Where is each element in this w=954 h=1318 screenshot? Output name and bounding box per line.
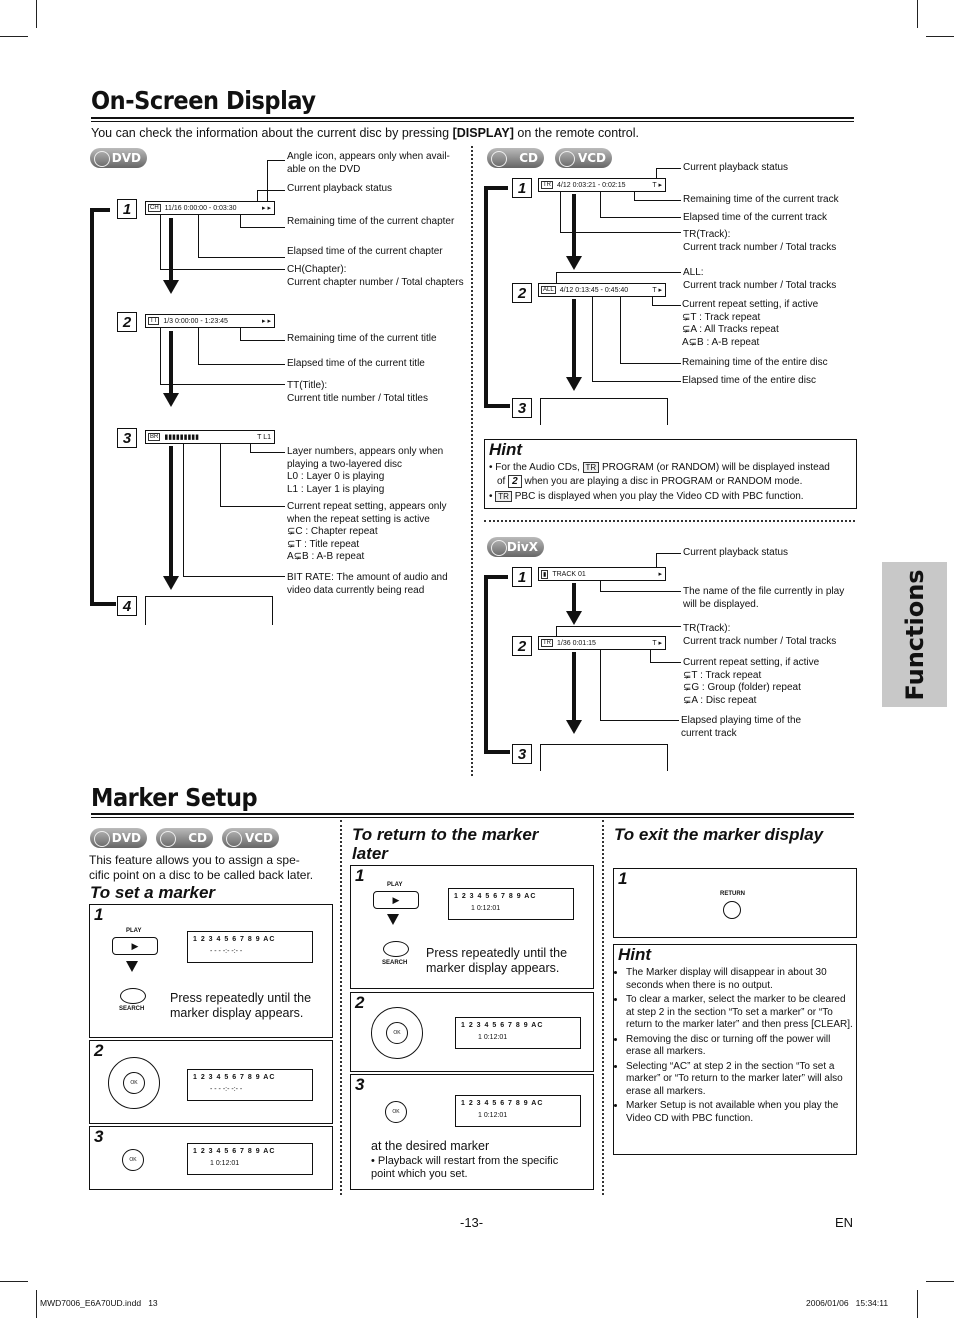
dvd-return-line (90, 602, 116, 606)
cd-badge: CD (487, 148, 544, 168)
set-step1-box: 1 PLAY ▶ SEARCH 1 2 3 4 5 6 7 8 9 AC - - - -:- -:- - Press repeatedly until the marker display appears. (89, 904, 333, 1038)
dvd-return-line (90, 208, 94, 606)
cd-return-line (484, 186, 488, 408)
hint-line-3: • TR PBC is displayed when you play the Video CD with PBC function. (489, 491, 804, 502)
divx-arrow-head (566, 611, 582, 625)
vcd-badge: VCD (222, 828, 279, 848)
leader (198, 215, 199, 257)
cd-label-status: Current playback status (683, 162, 789, 173)
leader (650, 650, 651, 662)
crop-mark (917, 1290, 918, 1318)
cd-return-line (484, 186, 508, 190)
dvd-badge: DVD (90, 828, 147, 848)
leader (592, 297, 593, 381)
leader (240, 215, 241, 227)
return-step1-box: 1 PLAY ▶ SEARCH 1 2 3 4 5 6 7 8 9 AC 1 0:12:01 Press repeatedly until the marker display appears. (350, 865, 594, 989)
dvd-arrow-head (163, 393, 179, 407)
return-marker-heading: To return to the marker later (352, 825, 539, 863)
dvd-label-layer: Layer numbers, appears only when playing a two-layered disc L0 : Layer 0 is playing L1 : Layer 1 is playing (287, 446, 444, 495)
divx-return-line (484, 750, 510, 754)
divx-screen (540, 744, 668, 771)
leader (556, 272, 681, 273)
divx-arrow-shaft (572, 583, 576, 611)
crop-mark (0, 1281, 28, 1282)
leader (652, 297, 653, 305)
marker-hint-list: • The Marker display will disappear in about 30 seconds when there is no output. • To clear a marker, select the marker to be cleared at step 2 in the section “To set a marker” or “To return to the marker later” and then press [CLEAR]. • Removing the disc or turning off the power will erase all markers. • Selecting “AC” at step 2 in the section “To set a marker” or “To return to the marker later” will also erase all markers. • Marker Setup is not available when you play the Video CD with PBC function. (616, 967, 854, 1127)
ok-button[interactable]: OK (123, 1072, 145, 1094)
leader (556, 626, 681, 627)
crop-mark (36, 1290, 37, 1318)
marker-display: 1 2 3 4 5 6 7 8 9 AC - - - -:- -:- - (187, 931, 313, 963)
dvd-arrow-shaft (169, 218, 173, 280)
dvd-label-bitrate: BIT RATE: The amount of audio and video data currently being read (287, 572, 448, 596)
leader (198, 257, 285, 258)
marker-divider (340, 820, 342, 1195)
leader (240, 340, 285, 341)
cd-badge: CD (156, 828, 213, 848)
press-text: Press repeatedly until the marker display appears. (170, 991, 312, 1020)
column-divider (471, 146, 473, 776)
cd-arrow-shaft (572, 194, 576, 256)
cd-arrow-shaft (572, 299, 576, 377)
divx-label-elapsed: Elapsed playing time of the current track (681, 715, 802, 739)
search-button[interactable] (383, 941, 409, 957)
leader (600, 591, 681, 592)
cd-label-rem-track: Remaining time of the current track (683, 194, 839, 205)
dvd-arrow-head (163, 280, 179, 294)
cd-label-all: ALL: Current track number / Total tracks (683, 267, 837, 291)
step-1: 1 (512, 567, 532, 587)
play-button[interactable]: ▶ (373, 891, 419, 909)
leader (600, 581, 601, 591)
marker-display: 1 2 3 4 5 6 7 8 9 AC 1 0:12:01 (455, 1095, 581, 1127)
marker-description: This feature allows you to assign a spe- cific point on a disc to be called back later. (89, 853, 314, 882)
divx-arrow-head (566, 720, 582, 734)
cd-label-repeat: Current repeat setting, if active ⊊T : Track repeat ⊊A : All Tracks repeat A⊊B : A-B repeat (682, 299, 819, 348)
leader (183, 444, 184, 576)
leader (592, 381, 681, 382)
marker-divider (602, 820, 604, 1195)
dvd-return-line (90, 208, 110, 212)
return-step3-box: 3 OK 1 2 3 4 5 6 7 8 9 AC 1 0:12:01 at the desired marker • Playback will restart from the specific point which you set. (350, 1074, 594, 1190)
divx-return-line (484, 575, 508, 579)
leader (198, 328, 199, 364)
cd-arrow-head (566, 377, 582, 391)
divx-label-filename: The name of the file currently in play will be displayed. (683, 586, 845, 610)
divx-return-line (484, 575, 488, 754)
leader (160, 328, 161, 384)
vcd-badge: VCD (555, 148, 612, 168)
leader (650, 662, 681, 663)
step-2: 2 (117, 312, 137, 332)
search-button[interactable] (120, 988, 146, 1004)
restart-note: • Playback will restart from the specific point which you set. (371, 1155, 559, 1180)
ok-button[interactable]: OK (386, 1022, 408, 1044)
leader (160, 215, 161, 269)
dvd-label-rem-chapter: Remaining time of the current chapter (287, 216, 455, 227)
leader (656, 553, 681, 554)
cd-return-line (484, 404, 510, 408)
hint-title: Hint (489, 440, 523, 459)
at-marker-text: at the desired marker (371, 1139, 490, 1153)
dvd-badge: DVD (90, 148, 147, 168)
ok-button[interactable]: OK (122, 1149, 144, 1171)
return-button[interactable] (723, 901, 741, 919)
leader (652, 305, 681, 306)
crop-mark (926, 1281, 954, 1282)
osd-hint-box (484, 439, 857, 509)
dvd-label-tt: TT(Title): Current title number / Total titles (287, 380, 428, 404)
leader (198, 364, 285, 365)
divx-label-tr: TR(Track): Current track number / Total tracks (683, 623, 837, 647)
cd-osd-2: ALL 4/12 0:13:45 - 0:45:40 T ▸ (538, 283, 666, 297)
step-4: 4 (117, 596, 137, 616)
leader (656, 553, 657, 567)
leader (240, 328, 241, 340)
leader (267, 160, 285, 161)
step-3: 3 (512, 744, 532, 764)
press-text: Press repeatedly until the marker display appears. (426, 946, 568, 975)
step-2: 2 (512, 636, 532, 656)
leader (634, 192, 635, 200)
dvd-label-angle: Angle icon, appears only when avail- able on the DVD (287, 151, 450, 175)
ok-button[interactable]: OK (385, 1101, 407, 1123)
step-1: 1 (512, 178, 532, 198)
crop-mark (36, 0, 37, 28)
leader (250, 452, 285, 453)
leader (560, 232, 681, 233)
leader (240, 227, 285, 228)
hint-line-1: • For the Audio CDs, TR PROGRAM (or RANDOM) will be displayed instead (489, 462, 830, 473)
cd-label-tr: TR(Track): Current track number / Total tracks (683, 229, 837, 253)
dvd-label-el-title: Elapsed time of the current title (287, 358, 425, 369)
step-arrow (126, 961, 138, 972)
leader (560, 192, 561, 232)
cd-label-rem-disc: Remaining time of the entire disc (682, 357, 828, 368)
hint-dotted-divider (484, 520, 855, 522)
osd-title: On-Screen Display (91, 86, 316, 115)
set-marker-heading: To set a marker (90, 883, 216, 902)
page-number: -13- (460, 1215, 484, 1230)
leader (600, 217, 681, 218)
leader (656, 168, 657, 178)
divx-arrow-shaft (572, 652, 576, 720)
leader (556, 626, 557, 636)
dvd-osd-2: TT 1/3 0:00:00 - 1:23:45 ▸ ▸ (145, 314, 275, 328)
leader (600, 650, 601, 720)
return-step2-box: 2 OK 1 2 3 4 5 6 7 8 9 AC 1 0:12:01 (350, 992, 594, 1072)
step-arrow (387, 914, 399, 925)
marker-display: 1 2 3 4 5 6 7 8 9 AC 1 0:12:01 (455, 1017, 581, 1049)
exit-step1-box: 1 RETURN (613, 868, 857, 938)
dvd-osd-3: BR ▮▮▮▮▮▮▮▮▮ T L1 (145, 430, 275, 444)
crop-mark (0, 36, 28, 37)
step-3: 3 (512, 398, 532, 418)
leader (160, 269, 285, 270)
divx-label-repeat: Current repeat setting, if active ⊊T : Track repeat ⊊G : Group (folder) repeat ⊊A : Disc repeat (683, 657, 820, 706)
dvd-osd-1: CH 11/16 0:00:00 - 0:03:30 ▸ ▸ (145, 201, 275, 215)
play-button[interactable]: ▶ (112, 937, 158, 955)
dvd-label-status: Current playback status (287, 183, 393, 194)
hint-line-2: of 2 when you are playing a disc in PROGRAM or RANDOM mode. (497, 476, 803, 487)
leader (160, 384, 285, 385)
osd-title-rule-thin (91, 121, 854, 122)
divx-osd-2: TR 1/36 0:01:15 T ▸ (538, 636, 666, 650)
step-3: 3 (117, 428, 137, 448)
crop-mark (926, 36, 954, 37)
language-code: EN (835, 1215, 854, 1230)
leader (220, 506, 285, 507)
leader (250, 444, 251, 452)
leader (620, 363, 681, 364)
marker-hint-box: Hint • The Marker display will disappear in about 30 seconds when there is no output. • To clear a marker, select the marker to be cleared at step 2 in the section “To set a marker” or “To return to the marker later” and then press [CLEAR]. • Removing the disc or turning off the power will erase all markers. • Selecting “AC” at step 2 in the section “To set a marker” or “To return to the marker later” will also erase all markers. • Marker Setup is not available when you play the Video CD with PBC function. (613, 944, 857, 1155)
leader (656, 168, 681, 169)
dvd-arrow-shaft (169, 446, 173, 576)
footer-date: 2006/01/06 15:34:11 (806, 1298, 889, 1308)
osd-title-rule (91, 117, 854, 119)
leader (257, 190, 258, 201)
dvd-label-rem-title: Remaining time of the current title (287, 333, 437, 344)
cd-arrow-head (566, 256, 582, 270)
cd-label-el-disc: Elapsed time of the entire disc (682, 375, 816, 386)
leader (556, 272, 557, 283)
dvd-label-repeat: Current repeat setting, appears only when the repeat setting is active ⊊C : Chapter repeat ⊊T : Title repeat A⊊B : A-B repeat (287, 501, 447, 562)
leader (634, 200, 681, 201)
marker-title: Marker Setup (91, 783, 258, 812)
leader (257, 190, 285, 191)
marker-display: 1 2 3 4 5 6 7 8 9 AC 1 0:12:01 (187, 1143, 313, 1175)
marker-title-rule (91, 813, 854, 815)
leader (620, 297, 621, 363)
functions-tab: Functions (882, 562, 947, 707)
osd-intro: You can check the information about the current disc by pressing [DISPLAY] on the remote control. (91, 126, 639, 140)
leader (600, 192, 601, 217)
leader (267, 160, 268, 201)
cd-screen (540, 398, 668, 425)
cd-osd-1: TR 4/12 0:03:21 - 0:02:15 T ▸ (538, 178, 666, 192)
step-2: 2 (512, 283, 532, 303)
exit-marker-heading: To exit the marker display (614, 825, 824, 844)
divx-osd-1: ▮ TRACK 01 ▸ (538, 567, 666, 581)
set-step2-box: 2 OK 1 2 3 4 5 6 7 8 9 AC - - - -:- -:- - (89, 1040, 333, 1124)
crop-mark (917, 0, 918, 28)
leader (183, 576, 285, 577)
divx-label-status: Current playback status (683, 547, 789, 558)
leader (220, 444, 221, 506)
dvd-label-el-chapter: Elapsed time of the current chapter (287, 246, 443, 257)
leader (600, 720, 679, 721)
divx-badge: DivX (487, 537, 544, 557)
footer-file: MWD7006_E6A70UD.indd 13 (40, 1298, 158, 1308)
marker-title-rule-thin (91, 817, 854, 818)
step-1: 1 (117, 199, 137, 219)
set-step3-box: 3 OK 1 2 3 4 5 6 7 8 9 AC 1 0:12:01 (89, 1126, 333, 1190)
dvd-label-ch: CH(Chapter): Current chapter number / Total chapters (287, 264, 464, 288)
marker-display: 1 2 3 4 5 6 7 8 9 AC 1 0:12:01 (448, 888, 574, 920)
dvd-screen (145, 596, 273, 625)
cd-label-el-track: Elapsed time of the current track (683, 212, 827, 223)
dvd-arrow-head (163, 576, 179, 590)
marker-display: 1 2 3 4 5 6 7 8 9 AC - - - -:- -:- - (187, 1069, 313, 1101)
